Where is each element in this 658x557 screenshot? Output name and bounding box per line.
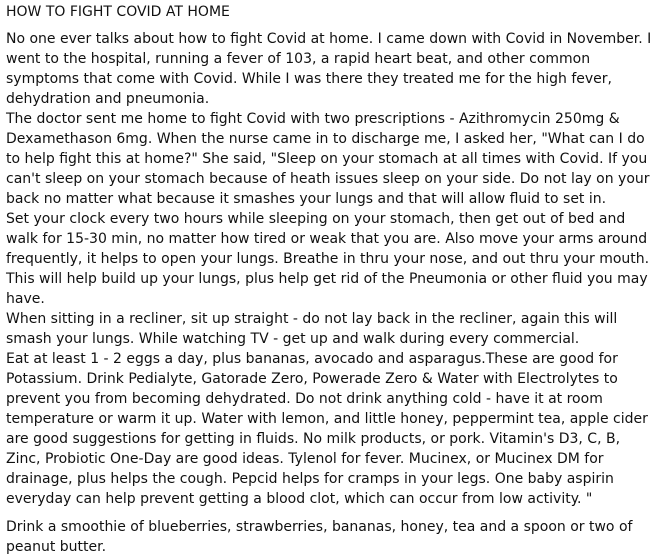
paragraph-doctor-advice: The doctor sent me home to fight Covid with two prescriptions - Azithromycin 250mg & Dexamethason 6mg. When the nurse came in to discharge me, I asked her, "What can I do to help fight this at home?" She said, "Sleep on your stomach at all times with Covid. If you can't sleep on your stomach because of heath issues sleep on your side. Do not lay on your back no matter what because it smashes your lungs and that will allow fluid to set in.: [6, 111, 650, 207]
document-title: HOW TO FIGHT COVID AT HOME: [6, 4, 230, 20]
paragraph-diet: Eat at least 1 - 2 eggs a day, plus bananas, avocado and asparagus.These are good for Potassium. Drink Pedialyte, Gatorade Zero, Powerade Zero & Water with Electrolytes to prevent you from becoming dehydrated. Do not drink anything cold - have it at room temperature or warm it up. Water with lemon, and little honey, peppermint tea, apple cider are good suggestions for getting in fluids. No milk products, or pork. Vitamin's D3, C, B, Zinc, Probiotic One-Day are good ideas. Tylenol for fever. Mucinex, or Mucinex DM for drainage, plus helps the cough. Pepcid helps for cramps in your legs. One baby aspirin everyday can help prevent getting a blood clot, which can occur from low activity. ": [6, 351, 648, 507]
paragraph-walking: Set your clock every two hours while sleeping on your stomach, then get out of bed and walk for 15-30 min, no matter how tired or weak that you are. Also move your arms around frequently, it helps to open your lungs. Breathe in thru your nose, and out thru your mouth. This will help build up your lungs, plus help get rid of the Pneumonia or other fluid you may have.: [6, 211, 650, 307]
paragraph-recliner: When sitting in a recliner, sit up straight - do not lay back in the recliner, again this will smash your lungs. While watching TV - get up and walk during every commercial.: [6, 311, 618, 347]
document: [6, 0, 654, 557]
paragraph-intro: No one ever talks about how to fight Covid at home. I came down with Covid in November. I went to the hospital, running a fever of 103, a rapid heart beat, and other common symptoms that come with Covid. While I was there they treated me for the high fever, dehydration and pneumonia.: [6, 31, 652, 107]
paragraph-smoothie: Drink a smoothie of blueberries, strawberries, bananas, honey, tea and a spoon or two of peanut butter.: [6, 519, 633, 555]
